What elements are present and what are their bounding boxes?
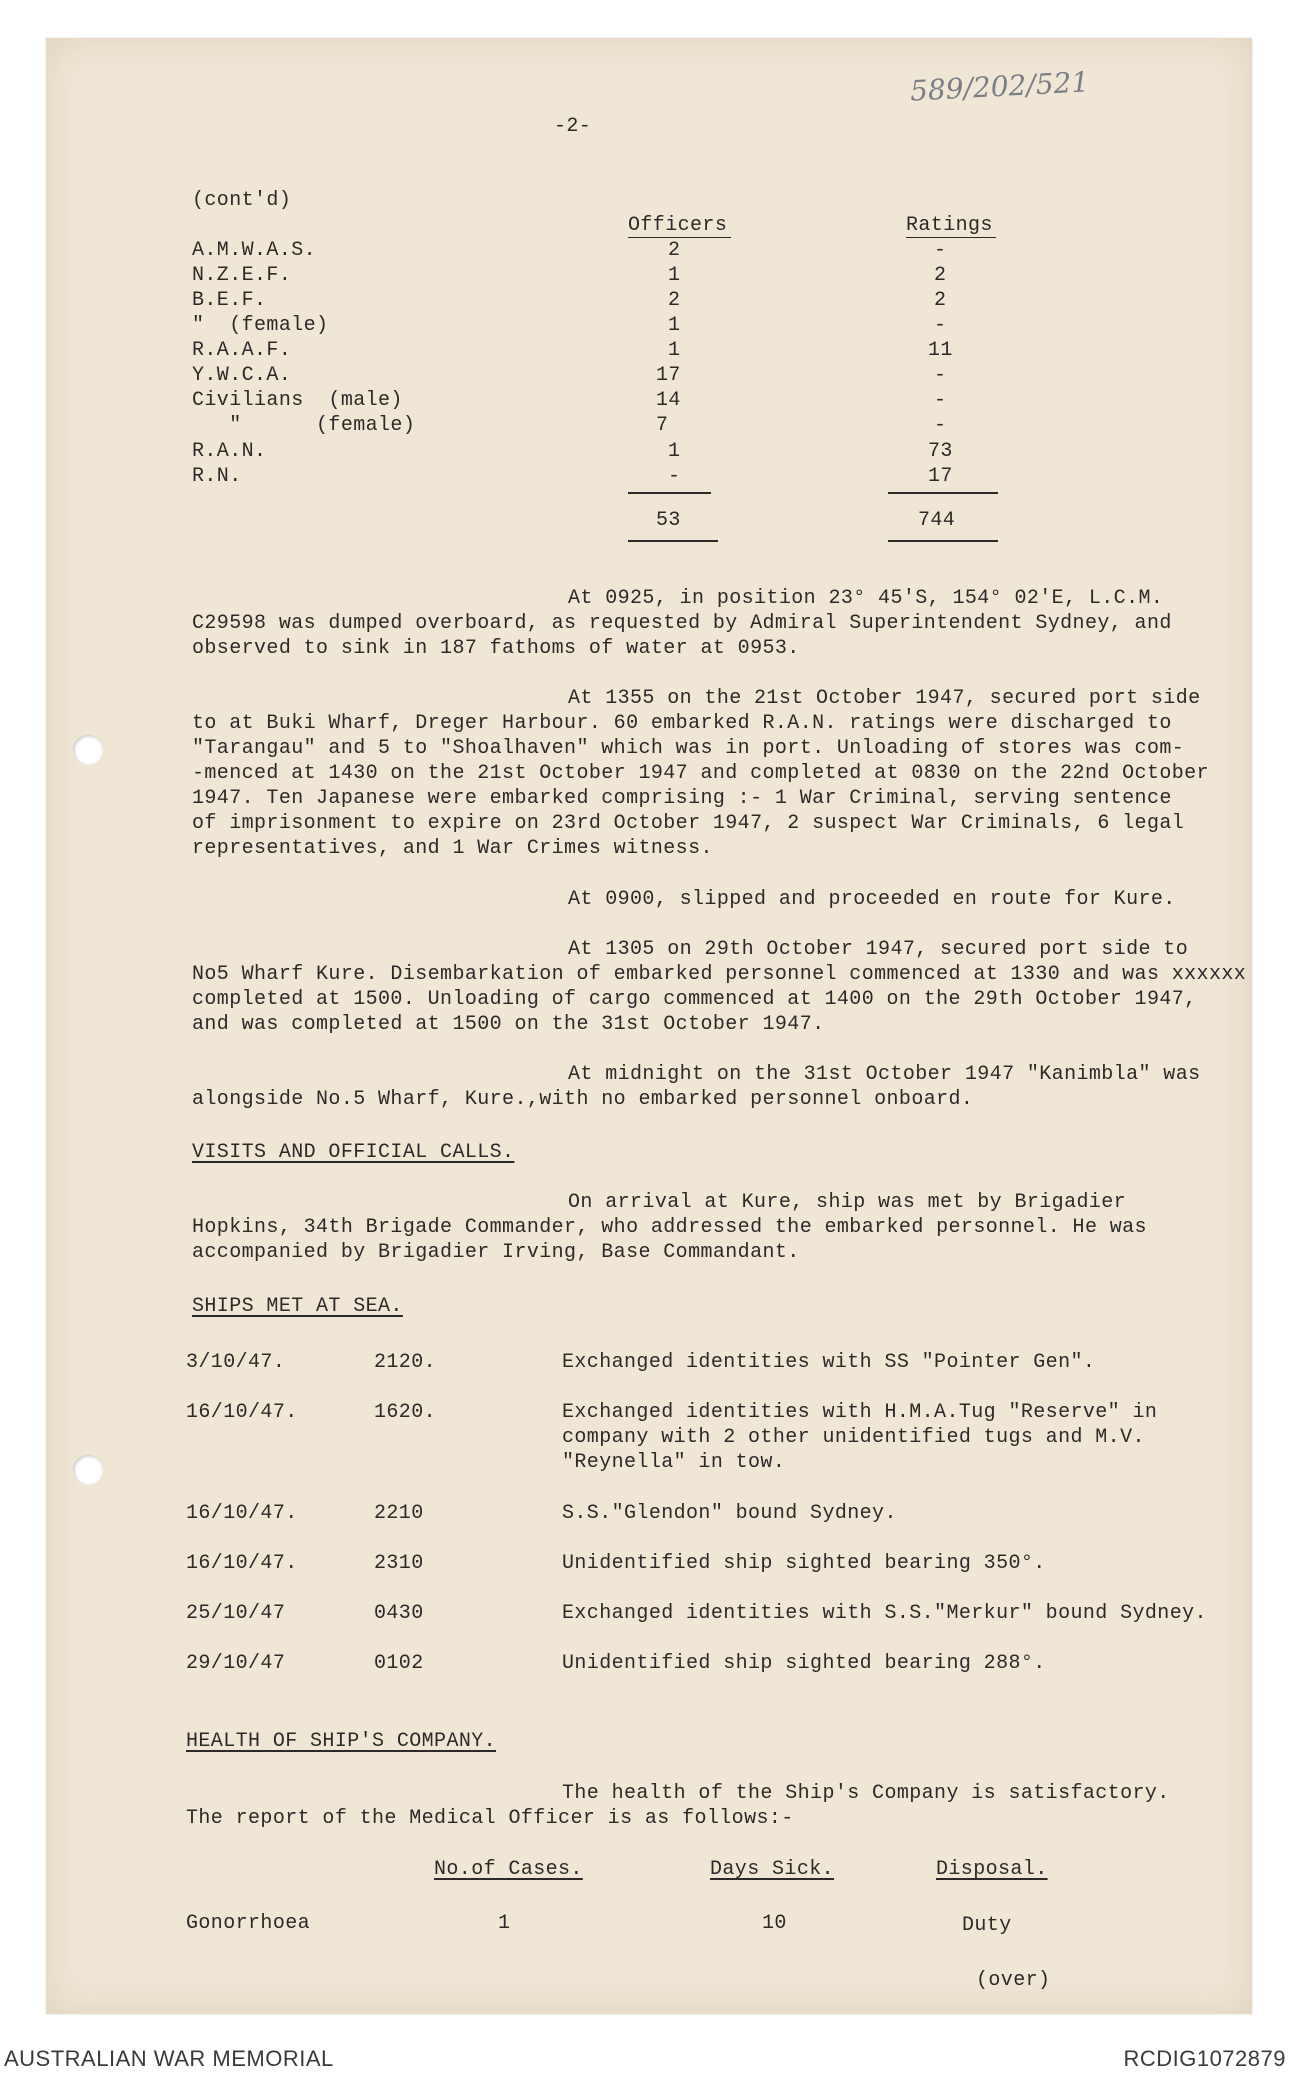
row-officers: 14 xyxy=(656,389,681,412)
disposal-header: Disposal. xyxy=(936,1858,1048,1881)
ship-time: 1620. xyxy=(374,1401,437,1424)
text-line: At 1305 on 29th October 1947, secured port side to xyxy=(568,938,1189,961)
text-line: Hopkins, 34th Brigade Commander, who addressed the embarked personnel. He was xyxy=(192,1216,1147,1239)
medical-disposal: Duty xyxy=(962,1914,1012,1937)
text-line: observed to sink in 187 fathoms of water at 0953. xyxy=(192,637,800,660)
ship-note: Exchanged identities with SS "Pointer Gen". xyxy=(562,1351,1096,1374)
ship-note: Exchanged identities with S.S."Merkur" bound Sydney. xyxy=(562,1602,1207,1625)
row-ratings: 2 xyxy=(934,264,947,287)
row-officers: - xyxy=(668,465,681,488)
row-ratings: - xyxy=(934,314,947,337)
ship-time: 2310 xyxy=(374,1552,424,1575)
ship-note: Exchanged identities with H.M.A.Tug "Reserve" in xyxy=(562,1401,1158,1424)
row-label: Civilians (male) xyxy=(192,389,403,412)
health-heading: HEALTH OF SHIP'S COMPANY. xyxy=(186,1730,497,1753)
row-ratings: 17 xyxy=(928,465,953,488)
text-line: alongside No.5 Wharf, Kure.,with no embarked personnel onboard. xyxy=(192,1088,974,1111)
row-ratings: 73 xyxy=(928,440,953,463)
text-line: 1947. Ten Japanese were embarked comprising :- 1 War Criminal, serving sentence xyxy=(192,787,1172,810)
row-ratings: 2 xyxy=(934,289,947,312)
text-line: and was completed at 1500 on the 31st October 1947. xyxy=(192,1013,825,1036)
text-line: The health of the Ship's Company is satisfactory. xyxy=(562,1782,1170,1805)
row-officers: 17 xyxy=(656,364,681,387)
punch-hole-top xyxy=(73,735,103,765)
medical-days: 10 xyxy=(762,1912,787,1935)
row-ratings: - xyxy=(934,389,947,412)
row-officers: 1 xyxy=(668,339,681,362)
ship-date: 16/10/47. xyxy=(186,1502,298,1525)
ship-time: 0430 xyxy=(374,1602,424,1625)
text-line: of imprisonment to expire on 23rd October 1947, 2 suspect War Criminals, 6 legal xyxy=(192,812,1185,835)
text-line: On arrival at Kure, ship was met by Brigadier xyxy=(568,1191,1127,1214)
ship-note: "Reynella" in tow. xyxy=(562,1451,786,1474)
row-label: A.M.W.A.S. xyxy=(192,239,317,262)
ratings-header-underline xyxy=(906,237,996,238)
ratings-total-underline xyxy=(888,540,998,542)
ratings-header: Ratings xyxy=(906,214,993,237)
ship-note: Unidentified ship sighted bearing 350°. xyxy=(562,1552,1046,1575)
text-line: At 0900, slipped and proceeded en route for Kure. xyxy=(568,888,1176,911)
reference-mark: 589/202/521 xyxy=(909,65,1090,108)
row-officers: 2 xyxy=(668,289,681,312)
ship-date: 16/10/47. xyxy=(186,1401,298,1424)
ship-note: Unidentified ship sighted bearing 288°. xyxy=(562,1652,1046,1675)
continued-label: (cont'd) xyxy=(192,189,292,212)
text-line: accompanied by Brigadier Irving, Base Commandant. xyxy=(192,1241,800,1264)
ships-heading: SHIPS MET AT SEA. xyxy=(192,1295,403,1318)
text-line: At 0925, in position 23° 45'S, 154° 02'E, L.C.M. xyxy=(568,587,1164,610)
row-officers: 1 xyxy=(668,314,681,337)
over-label: (over) xyxy=(976,1969,1051,1992)
ship-date: 25/10/47 xyxy=(186,1602,286,1625)
row-label: R.A.A.F. xyxy=(192,339,292,362)
ratings-total-rule xyxy=(888,492,998,494)
text-line: At midnight on the 31st October 1947 "Kanimbla" was xyxy=(568,1063,1201,1086)
officers-total-underline xyxy=(628,540,718,542)
footer-id: RCDIG1072879 xyxy=(1123,2046,1286,2071)
medical-cases: 1 xyxy=(498,1912,511,1935)
ship-note: S.S."Glendon" bound Sydney. xyxy=(562,1502,897,1525)
ship-date: 29/10/47 xyxy=(186,1652,286,1675)
visits-heading: VISITS AND OFFICIAL CALLS. xyxy=(192,1141,515,1164)
text-line: -menced at 1430 on the 21st October 1947 and completed at 0830 on the 22nd October xyxy=(192,762,1209,785)
text-line: to at Buki Wharf, Dreger Harbour. 60 embarked R.A.N. ratings were discharged to xyxy=(192,712,1172,735)
officers-total-rule xyxy=(628,492,711,494)
text-line: The report of the Medical Officer is as follows:- xyxy=(186,1807,794,1830)
row-officers: 1 xyxy=(668,264,681,287)
text-line: "Tarangau" and 5 to "Shoalhaven" which was in port. Unloading of stores was com- xyxy=(192,737,1185,760)
text-line: completed at 1500. Unloading of cargo commenced at 1400 on the 29th October 1947, xyxy=(192,988,1197,1011)
ship-note: company with 2 other unidentified tugs and M.V. xyxy=(562,1426,1145,1449)
row-ratings: - xyxy=(934,414,947,437)
text-line: C29598 was dumped overboard, as requested by Admiral Superintendent Sydney, and xyxy=(192,612,1172,635)
row-label: R.N. xyxy=(192,465,242,488)
page-number: -2- xyxy=(554,115,592,138)
row-ratings: - xyxy=(934,239,947,262)
row-label: " (female) xyxy=(192,414,416,437)
ship-date: 3/10/47. xyxy=(186,1351,286,1374)
footer-credit: AUSTRALIAN WAR MEMORIAL xyxy=(4,2046,334,2071)
days-header: Days Sick. xyxy=(710,1858,835,1881)
ship-time: 2120. xyxy=(374,1351,437,1374)
text-line: representatives, and 1 War Crimes witness. xyxy=(192,837,713,860)
punch-hole-bottom xyxy=(73,1455,103,1485)
ship-time: 0102 xyxy=(374,1652,424,1675)
row-label: N.Z.E.F. xyxy=(192,264,292,287)
row-officers: 1 xyxy=(668,440,681,463)
text-line: No5 Wharf Kure. Disembarkation of embarked personnel commenced at 1330 and was xxxxxx xyxy=(192,963,1247,986)
row-label: B.E.F. xyxy=(192,289,267,312)
cases-header: No.of Cases. xyxy=(434,1858,583,1881)
officers-header: Officers xyxy=(628,214,728,237)
ship-date: 16/10/47. xyxy=(186,1552,298,1575)
officers-total: 53 xyxy=(656,509,681,532)
row-label: R.A.N. xyxy=(192,440,267,463)
medical-condition: Gonorrhoea xyxy=(186,1912,311,1935)
text-line: At 1355 on the 21st October 1947, secured port side xyxy=(568,687,1201,710)
ratings-total: 744 xyxy=(918,509,956,532)
row-ratings: - xyxy=(934,364,947,387)
row-ratings: 11 xyxy=(928,339,953,362)
ship-time: 2210 xyxy=(374,1502,424,1525)
row-label: " (female) xyxy=(192,314,329,337)
row-label: Y.W.C.A. xyxy=(192,364,292,387)
row-officers: 7 xyxy=(656,414,669,437)
row-officers: 2 xyxy=(668,239,681,262)
